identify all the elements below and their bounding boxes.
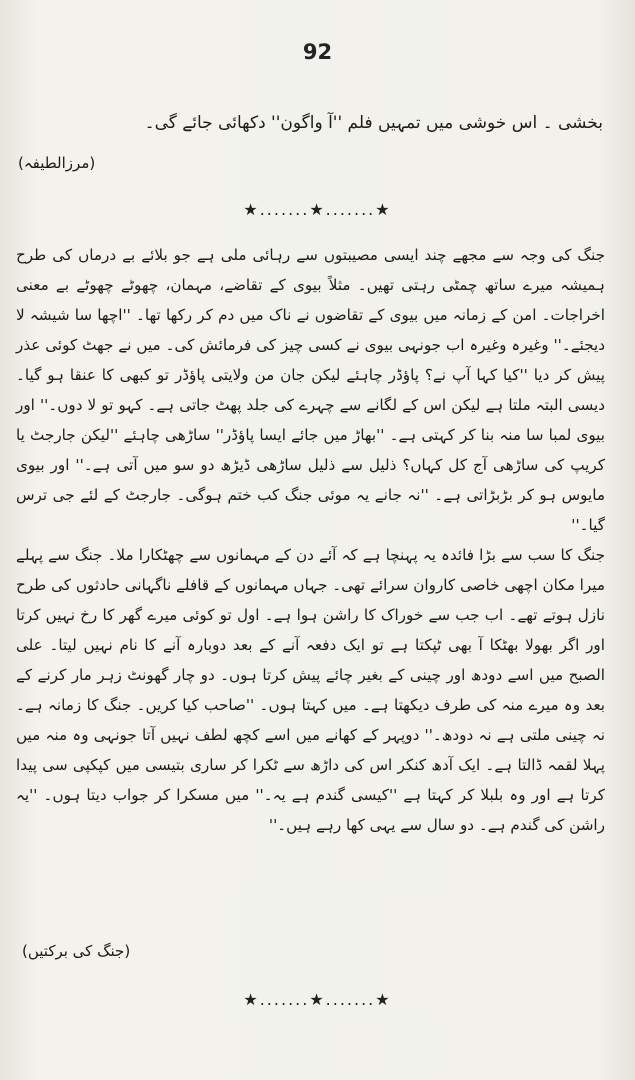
- author-credit: (مرزالطیفہ): [18, 154, 96, 172]
- paragraph: جنگ کا سب سے بڑا فائدہ یہ پہنچا ہے کہ آئے دن کے مہمانوں سے چھٹکارا ملا۔ جنگ سے پہلے میرا مکان اچھی خاصی کاروان سرائے تھی۔ جہاں مہمانوں کے قافلے ناگہانی حادثوں کی طرح نازل ہوتے تھے۔ اب جب سے خوراک کا راشن ہوا ہے۔ اول تو کوئی میرے گھر کا رخ نہیں کرتا اور اگر بھولا بھٹکا آ بھی ٹپکتا ہے تو ایک دفعہ آنے کے بعد دوبارہ آنے کا نام نہیں لیتا۔ علی الصبح میں اسے دودھ اور چینی کے بغیر چائے پیش کرتا ہوں۔ دو چار گھونٹ زہر مار کرنے کے بعد وہ میرے منہ کی طرف دیکھتا ہے۔ میں کہتا ہوں۔ ''صاحب کیا کریں۔ جنگ کا زمانہ ہے۔ نہ چینی ملتی ہے نہ دودھ۔'' دوپہر کے کھانے میں اسے کچھ لطف نہیں آتا جونہی وہ منہ میں پہلا لقمہ ڈالتا ہے۔ ایک آدھ کنکر اس کی داڑھ سے ٹکرا کر ساری بتیسی میں کپکپی سی پیدا کرتا ہے اور وہ بلبلا کر کہتا ہے ''کیسی گندم ہے یہ۔'' میں مسکرا کر جواب دیتا ہوں۔ ''یہ راشن کی گندم ہے۔ دو سال سے یہی کھا رہے ہیں۔'': [16, 546, 605, 834]
- intro-line: بخشی ۔ اس خوشی میں تمہیں فلم ''آ واگون'' دکھائی جائے گی۔: [144, 113, 603, 133]
- page-number: 92: [302, 40, 333, 64]
- paragraph: جنگ کی وجہ سے مجھے چند ایسی مصیبتوں سے رہائی ملی ہے جو بلائے بے درماں کی طرح ہمیشہ میرے ساتھ چمٹی رہتی تھیں۔ مثلاً بیوی کے تقاضے، مہمان، چھوٹے چھوٹے بے معنی اخراجات۔ امن کے زمانہ میں بیوی کے تقاضوں نے ناک میں دم کر رکھا تھا۔ ''اچھا سا شیشہ لا دیجئے۔'' وغیرہ وغیرہ اب جونہی بیوی نے کسی چیز کی فرمائش کی۔ میں نے جھٹ کوئی عذر پیش کر دیا ''کیا کہا آپ نے؟ پاؤڈر چاہئے لیکن جان من ولایتی پاؤڈر تو کبھی کا عنقا ہو گیا۔ دیسی البتہ ملتا ہے لیکن اس کے لگانے سے چہرے کی جلد پھٹ جاتی ہے۔ کہو تو لا دوں۔'' اور بیوی لمبا سا منہ بنا کر کہتی ہے۔ ''بھاڑ میں جائے ایسا پاؤڈر'' ساڑھی چاہئے ''لیکن جارجٹ یا کریپ کی ساڑھی آج کل کہاں؟ ذلیل سے ذلیل ساڑھی ڈیڑھ دو سو میں آتی ہے۔'' اور بیوی مایوس ہو کر بڑبڑاتی ہے۔ ''نہ جانے یہ موئی جنگ کب ختم ہوگی۔ جارجٹ کے لئے جی ترس گیا۔'': [16, 246, 605, 534]
- source-credit: (جنگ کی برکتیں): [22, 942, 131, 960]
- section-separator: ★.......★.......★: [243, 200, 392, 219]
- article-body: [16, 240, 605, 840]
- section-separator: ★.......★.......★: [243, 990, 392, 1009]
